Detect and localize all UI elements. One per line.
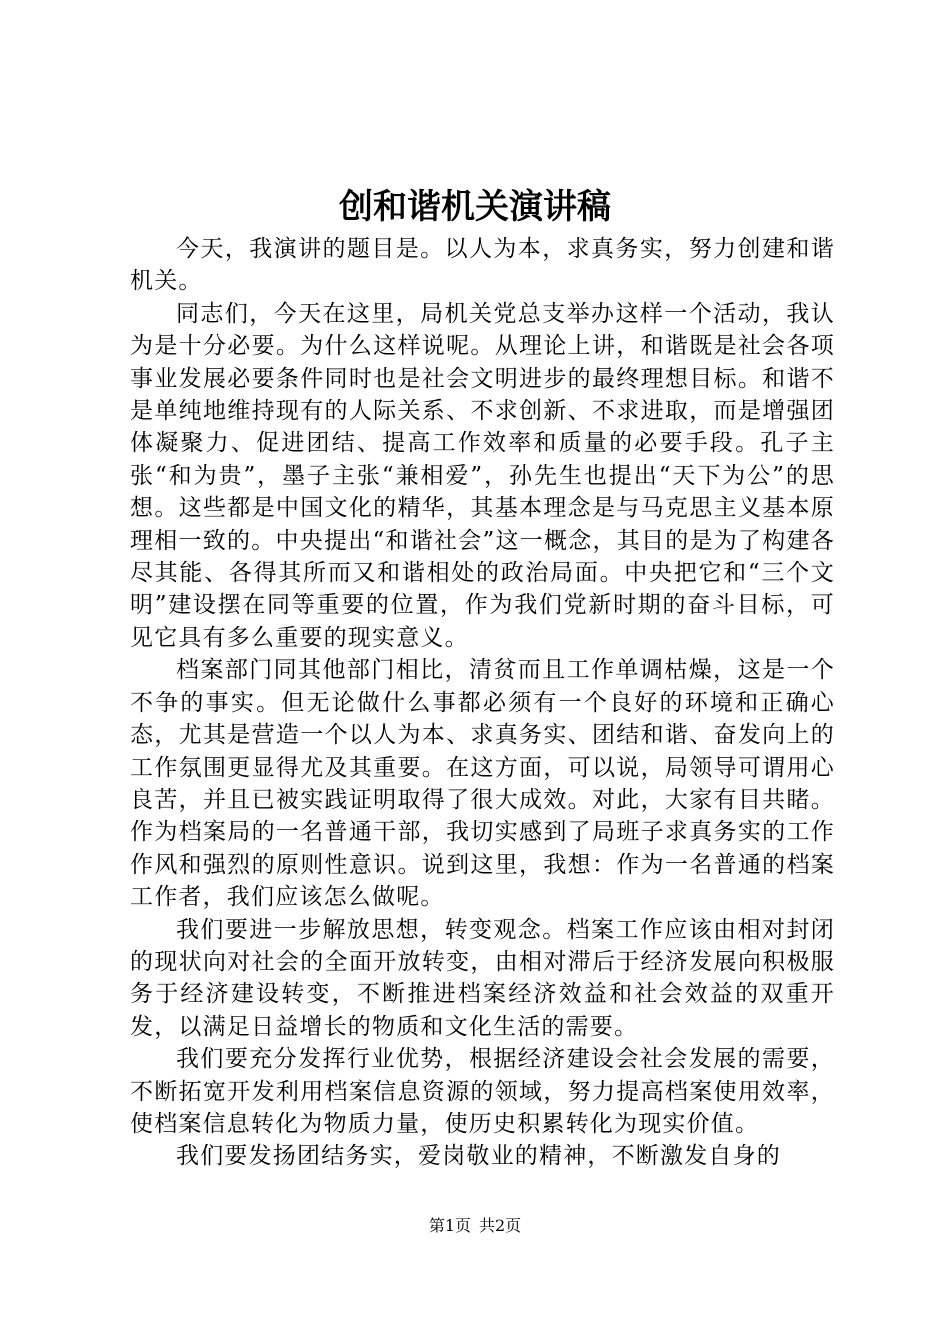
- paragraph: 我们要进一步解放思想，转变观念。档案工作应该由相对封闭的现状向对社会的全面开放转变，由相对滞后于经济发展向积极服务于经济建设转变，不断推进档案经济效益和社会效益的双重开发，以满足日益增长的物质和文化生活的需要。: [130, 916, 835, 1040]
- paragraph: 同志们，今天在这里，局机关党总支举办这样一个活动，我认为是十分必要。为什么这样说呢。从理论上讲，和谐既是社会各项事业发展必要条件同时也是社会文明进步的最终理想目标。和谐不是单纯地维持现有的人际关系、不求创新、不求进取，而是增强团体凝聚力、促进团结、提高工作效率和质量的必要手段。孔子主张“和为贵”，墨子主张“兼相爱”，孙先生也提出“天下为公”的思想。这些都是中国文化的精华，其基本理念是与马克思主义基本原理相一致的。中央提出“和谐社会”这一概念，其目的是为了构建各尽其能、各得其所而又和谐相处的政治局面。中央把它和“三个文明”建设摆在同等重要的位置，作为我们党新时期的奋斗目标，可见它具有多么重要的现实意义。: [130, 300, 835, 651]
- page-total: 共2页: [479, 1216, 522, 1235]
- document-title: 创和谐机关演讲稿: [339, 187, 611, 227]
- page-number: 第1页: [428, 1216, 471, 1235]
- document-body: [130, 233, 835, 1173]
- paragraph: 我们要发扬团结务实，爱岗敬业的精神，不断激发自身的: [176, 1143, 781, 1170]
- paragraph: 档案部门同其他部门相比，清贫而且工作单调枯燥，这是一个不争的事实。但无论做什么事都必须有一个良好的环境和正确心态，尤其是营造一个以人为本、求真务实、团结和谐、奋发向上的工作氛围更显得尤及其重要。在这方面，可以说，局领导可谓用心良苦，并且已被实践证明取得了很大成效。对此，大家有目共睹。作为档案局的一名普通干部，我切实感到了局班子求真务实的工作作风和强烈的原则性意识。说到这里，我想：作为一名普通的档案工作者，我们应该怎么做呢。: [130, 657, 835, 911]
- page-footer: [0, 1214, 950, 1238]
- paragraph: 我们要充分发挥行业优势，根据经济建设会社会发展的需要，不断拓宽开发利用档案信息资源的领域，努力提高档案使用效率，使档案信息转化为物质力量，使历史积累转化为现实价值。: [130, 1046, 835, 1137]
- paragraph: 今天，我演讲的题目是。以人为本，求真务实，努力创建和谐机关。: [130, 236, 835, 295]
